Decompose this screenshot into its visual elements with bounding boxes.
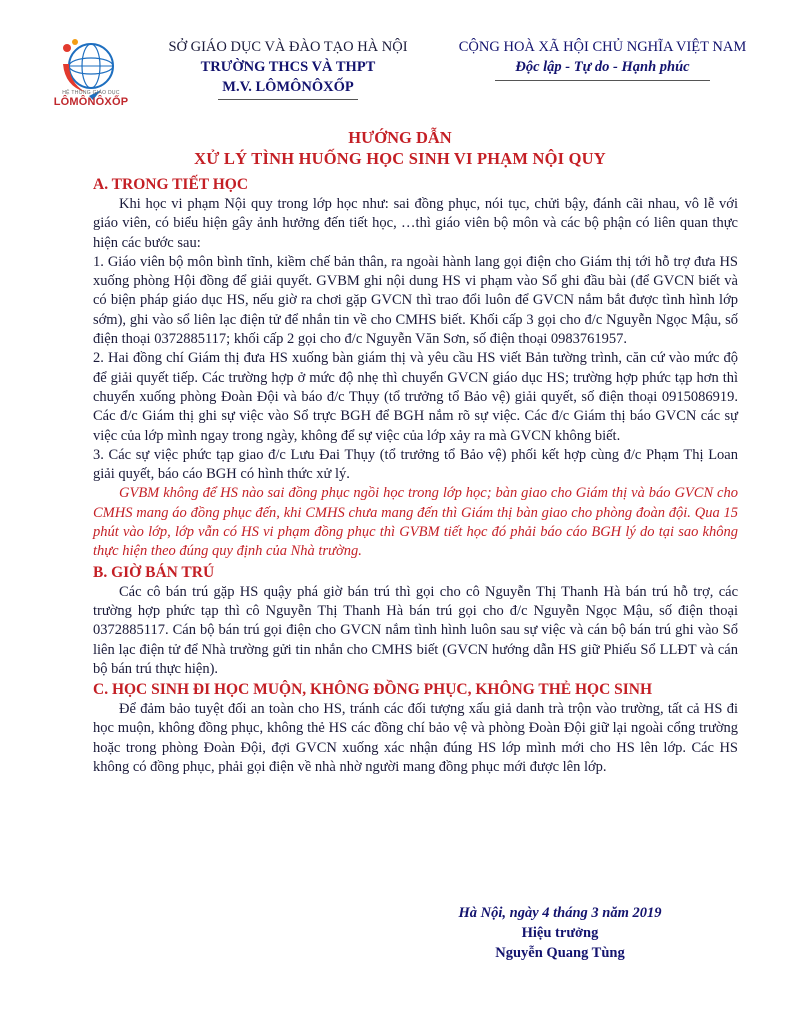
doc-subtitle: XỬ LÝ TÌNH HUỐNG HỌC SINH VI PHẠM NỘI QUY xyxy=(194,149,606,168)
section-c-body: Để đảm bảo tuyệt đối an toàn cho HS, tránh các đối tượng xấu giả danh trà trộn vào trường, tất cả HS đi học muộn, không đồng phục, không thẻ HS các đồng chí bảo vệ và phòng Đoàn Đội giữ lại ngoài cổng trường hoặc trong phòng Đoàn Đội, đợi GVCN xuống xác nhận đúng HS lớp mình mới cho HS lên lớp. Các HS không có đồng phục, phải gọi điện về nhà nhờ người mang đồng phục mới được lên lớp. xyxy=(93,701,738,776)
section-a-step-2: 2. Hai đồng chí Giám thị đưa HS xuống bàn giám thị và yêu cầu HS viết Bản tường trình, căn cứ vào mức độ để giải quyết tiếp. Các trường hợp ở mức độ nhẹ thì chuyển GVCN giáo dục HS; trường hợp phức tạp hơn thì chuyển xuống phòng Đoàn Đội và báo đ/c Thụy (tổ trưởng tổ Bảo vệ) giải quyết, số điện thoại 0915086919. Các đ/c Giám thị ghi sự việc vào Sổ trực BGH để BGH nắm rõ sự việc. Các đ/c Giám thị báo GVCN các sự việc của lớp mình ngay trong ngày, không để sự việc của lớp xảy ra mà GVCN không biết. xyxy=(93,350,738,444)
document-body xyxy=(93,174,738,777)
section-c-heading: C. HỌC SINH ĐI HỌC MUỘN, KHÔNG ĐỒNG PHỤC, KHÔNG THẺ HỌC SINH xyxy=(93,681,653,699)
school-name-2: M.V. LÔMÔNÔXỐP xyxy=(222,79,354,95)
section-b-heading: B. GIỜ BÁN TRÚ xyxy=(93,563,215,581)
section-a-heading: A. TRONG TIẾT HỌC xyxy=(93,176,249,193)
signer-name: Nguyễn Quang Tùng xyxy=(495,945,625,961)
doc-title: HƯỚNG DẪN xyxy=(348,128,452,147)
national-header xyxy=(430,37,775,81)
section-a-note: GVBM không để HS nào sai đồng phục ngồi học trong lớp học; bàn giao cho Giám thị và báo GVCN cho CMHS mang áo đồng phục đến, khi CMHS chưa mang đến thì Giám thị bàn giao cho phòng đoàn đội. Qua 15 phút vào lớp, lớp vẫn có HS vi phạm đồng phục thì GVBM tiết học đó phải báo cáo BGH lý do tại sao không thực hiện theo đúng quy định của Nhà trường. xyxy=(93,485,738,560)
national-motto: Độc lập - Tự do - Hạnh phúc xyxy=(515,59,690,75)
section-a-step-1: 1. Giáo viên bộ môn bình tĩnh, kiềm chế bản thân, ra ngoài hành lang gọi điện cho Giám thị tới hỗ trợ đưa HS xuống phòng Hội đồng để giải quyết. GVBM ghi nội dung HS vi phạm vào Sổ ghi đầu bài (để GVCN biết và có biện pháp giáo dục HS, nếu giờ ra chơi gặp GVCN thì trao đổi luôn để GVCN nắm bắt được tình hình lớp sớm), ghi vào sổ liên lạc điện tử để nhắn tin về cho CMHS biết. Khối cấp 3 gọi cho đ/c Nguyễn Ngọc Mậu, số điện thoại 0372885117; khối cấp 2 gọi cho đ/c Nguyễn Văn Sơn, số điện thoại 0983761957. xyxy=(93,253,738,348)
signature-block xyxy=(400,903,720,963)
issuer-header xyxy=(138,37,438,100)
signer-role: Hiệu trưởng xyxy=(521,925,599,941)
logo-name-text: LÔMÔNÔXỐP xyxy=(53,96,129,108)
country-name: CỘNG HOÀ XÃ HỘI CHỦ NGHĨA VIỆT NAM xyxy=(458,39,747,55)
section-a-step-3: 3. Các sự việc phức tạp giao đ/c Lưu Đai Thụy (tổ trưởng tổ Bảo vệ) phối kết hợp cùng đ/c Phạm Thị Loan giải quyết, báo cáo BGH có hình thức xử lý. xyxy=(93,446,738,483)
school-name: TRƯỜNG THCS VÀ THPT xyxy=(200,59,376,75)
department-name: SỞ GIÁO DỤC VÀ ĐÀO TẠO HÀ NỘI xyxy=(168,39,408,55)
issuer-divider xyxy=(218,99,358,100)
logo-system-text: HỆ THỐNG GIÁO DỤC xyxy=(62,90,120,96)
place-date: Hà Nội, ngày 4 tháng 3 năm 2019 xyxy=(458,905,662,921)
motto-divider xyxy=(495,80,710,81)
logo-caption xyxy=(52,90,130,108)
section-b-body: Các cô bán trú gặp HS quậy phá giờ bán trú thì gọi cho cô Nguyễn Thị Thanh Hà bán trú hỗ trợ, các trường hợp phức tạp thì cô Nguyễn Thị Thanh Hà bán trú gọi cho đ/c Nguyễn Ngọc Mậu, số điện thoại 0372885117. Cán bộ bán trú gọi điện cho GVCN nắm tình hình luôn sau sự việc và cán bộ bán trú ghi vào Sổ liên lạc điện tử để Nhà trường gửi tin nhắn cho CMHS biết (GVCN hướng dẫn HS giữ Phiếu Sổ LLĐT và cán bộ bán trú thực hiện). xyxy=(93,583,738,677)
section-a-intro: Khi học vi phạm Nội quy trong lớp học như: sai đồng phục, nói tục, chửi bậy, đánh cãi nhau, vô lễ với giáo viên, có biểu hiện gây ảnh hưởng đến tiết học, …thì giáo viên bộ môn và các bộ phận có liên quan thực hiện các bước sau: xyxy=(93,196,738,251)
